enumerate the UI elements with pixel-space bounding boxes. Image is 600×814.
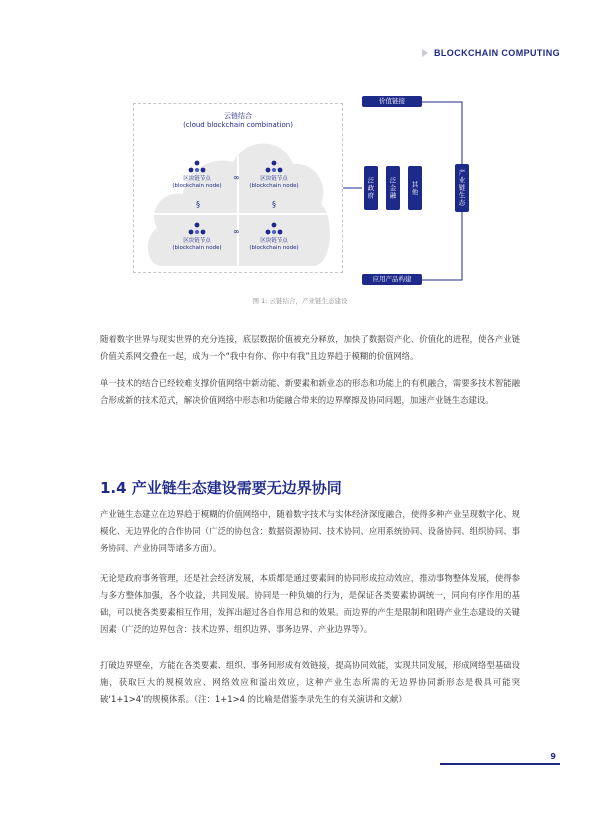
section-paragraph-1: 产业链生态建立在边界趋于模糊的价值网络中，随着数字技术与实体经济深度融合，使得多种产业呈现数字化、规模化、无边界化的合作协同（广泛的协包含：数据资源协同、技术协同、应用系统协同、设备协同、组织协同、事务协同、产业协同等诸多方面）。 <box>100 509 520 553</box>
app-build-label: 应用产品构建 <box>362 274 422 285</box>
link-icon: § <box>196 200 200 209</box>
node-label-en: (blockchain node) <box>249 245 299 251</box>
section-paragraph-2: 无论是政府事务管理，还是社会经济发展，本质都是通过要素间的协同形成拉动效应，推动事物整体发展，使得参与多方整体加强，各个收益，共同发展。协同是一种负熵的行为，是保证各类要素协调统一，同向有序作用的基础，可以使各类要素相互作用，发挥出超过各自作用总和的效果。而边界的产生是限制和阻碍产业生态建设的关键因素（广泛的边界包含：技术边界、组织边界、事务边界、产业边界等）。 <box>100 573 520 634</box>
cloud-title-cn: 云链结合 <box>224 112 252 120</box>
node-label-cn: 区块链节点 <box>183 176 211 182</box>
section-title: 1.4 产业链生态建设需要无边界协同 <box>100 479 342 497</box>
box-other: 其他 <box>408 166 422 210</box>
paragraph-1: 随着数字世界与现实世界的充分连接，底层数据价值被充分释放，加快了数据资产化、价值化的进程，使各产业链价值关系网交叠在一起，成为一个“我中有你、你中有我”且边界趋于模糊的价值网络。 <box>100 334 520 361</box>
cloud-title-en: (cloud blockchain combination) <box>183 121 293 129</box>
header-title: BLOCKCHAIN COMPUTING <box>434 48 560 58</box>
link-icon: § <box>272 200 276 209</box>
box-finance: 泛金融 <box>386 166 400 210</box>
node-label-cn: 区块链节点 <box>260 238 288 244</box>
link-icon: ∞ <box>233 227 240 236</box>
page-number: 9 <box>550 752 556 761</box>
page-number-underline <box>440 763 560 765</box>
node-label-en: (blockchain node) <box>249 183 299 189</box>
connector-lines <box>0 0 600 320</box>
node-label-en: (blockchain node) <box>172 183 222 189</box>
node-label-en: (blockchain node) <box>172 245 222 251</box>
box-government: 泛政府 <box>364 166 378 210</box>
figure-diagram <box>0 0 600 320</box>
section-paragraph-3: 打破边界壁垒，方能在各类要素、组织、事务间形成有效链接，提高协同效能，实现共同发展，形成网络型基础设施，获取巨大的规模效应、网络效应和溢出效应，这种产业生态所需的无边界协同新形态是极具可能突破‘1+1>4’的规模体系。（注：1+1>4 的比喻是借鉴李录先生的有关演讲和文献） <box>100 660 520 704</box>
paragraph-2: 单一技术的结合已经较难支撑价值网络中新动能、新要素和新业态的形态和功能上的有机融合，需要多技术智能融合形成新的技术范式，解决价值网络中形态和功能融合带来的边界摩擦及协同问题，加速产业链生态建设。 <box>100 378 520 405</box>
node-label-cn: 区块链节点 <box>183 238 211 244</box>
link-icon: ∞ <box>233 173 240 182</box>
value-chain-label: 价值链接 <box>362 96 422 107</box>
figure-caption: 图 1: 云链结合，产业链生态建设 <box>252 297 348 305</box>
industry-eco-label: 产业链生态 <box>455 164 469 212</box>
node-label-cn: 区块链节点 <box>260 176 288 182</box>
